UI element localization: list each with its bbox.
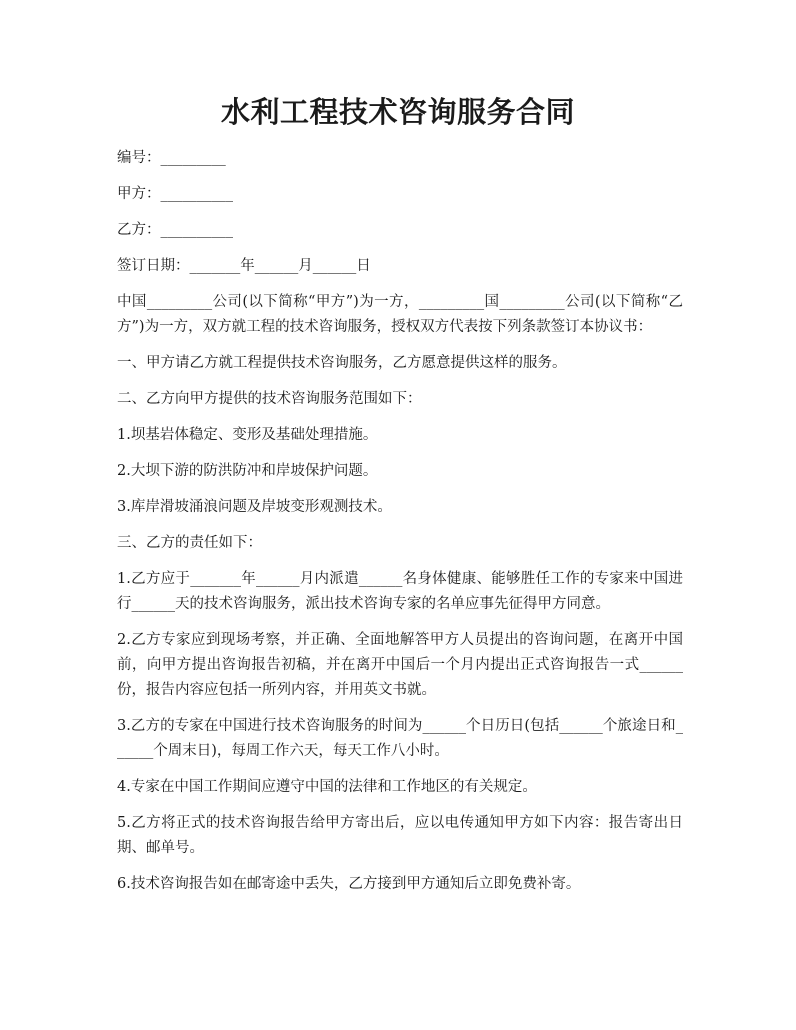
clause-2-item-1: 1.坝基岩体稳定、变形及基础处理措施。: [117, 427, 378, 443]
clause-2-item-3: 3.库岸滑坡涌浪问题及岸坡变形观测技术。: [117, 499, 392, 515]
clause-3-item-5: 5.乙方将正式的技术咨询报告给甲方寄出后，应以电传通知甲方如下内容：报告寄出日期、邮单号。: [117, 815, 683, 856]
clause-1: 一、甲方请乙方就工程提供技术咨询服务，乙方愿意提供这样的服务。: [117, 355, 567, 371]
document-title: 水利工程技术咨询服务合同: [220, 95, 575, 129]
clause-3-item-3: 3.乙方的专家在中国进行技术咨询服务的时间为______个日历日(包括______个旅途日和______个周末日)，每周工作六天，每天工作八小时。: [117, 718, 683, 759]
contract-number-field: 编号：_________: [117, 150, 226, 166]
clause-3-item-4: 4.专家在中国工作期间应遵守中国的法律和工作地区的有关规定。: [117, 779, 537, 795]
signing-date-field: 签订日期：_______年______月______日: [117, 258, 371, 274]
preamble-paragraph: 中国_________公司(以下简称“甲方”)为一方，_________国_________公司(以下简称“乙方”)为一方，双方就工程的技术咨询服务，授权双方代表按下列条款签订本协议书：: [117, 294, 683, 335]
clause-2-item-2: 2.大坝下游的防洪防冲和岸坡保护问题。: [117, 463, 378, 479]
clause-2-heading: 二、乙方向甲方提供的技术咨询服务范围如下：: [117, 391, 422, 407]
document-body: [117, 146, 683, 908]
clause-3-item-6: 6.技术咨询报告如在邮寄途中丢失，乙方接到甲方通知后立即免费补寄。: [117, 876, 581, 892]
party-a-field: 甲方：__________: [117, 186, 233, 202]
clause-3-item-2: 2.乙方专家应到现场考察，并正确、全面地解答甲方人员提出的咨询问题，在离开中国前，向甲方提出咨询报告初稿，并在离开中国后一个月内提出正式咨询报告一式______份，报告内容应包括一所列内容，并用英文书就。: [117, 632, 683, 698]
clause-3-heading: 三、乙方的责任如下：: [117, 535, 262, 551]
party-b-field: 乙方：__________: [117, 222, 233, 238]
clause-3-item-1: 1.乙方应于_______年______月内派遣______名身体健康、能够胜任工作的专家来中国进行______天的技术咨询服务，派出技术咨询专家的名单应事先征得甲方同意。: [117, 571, 683, 612]
